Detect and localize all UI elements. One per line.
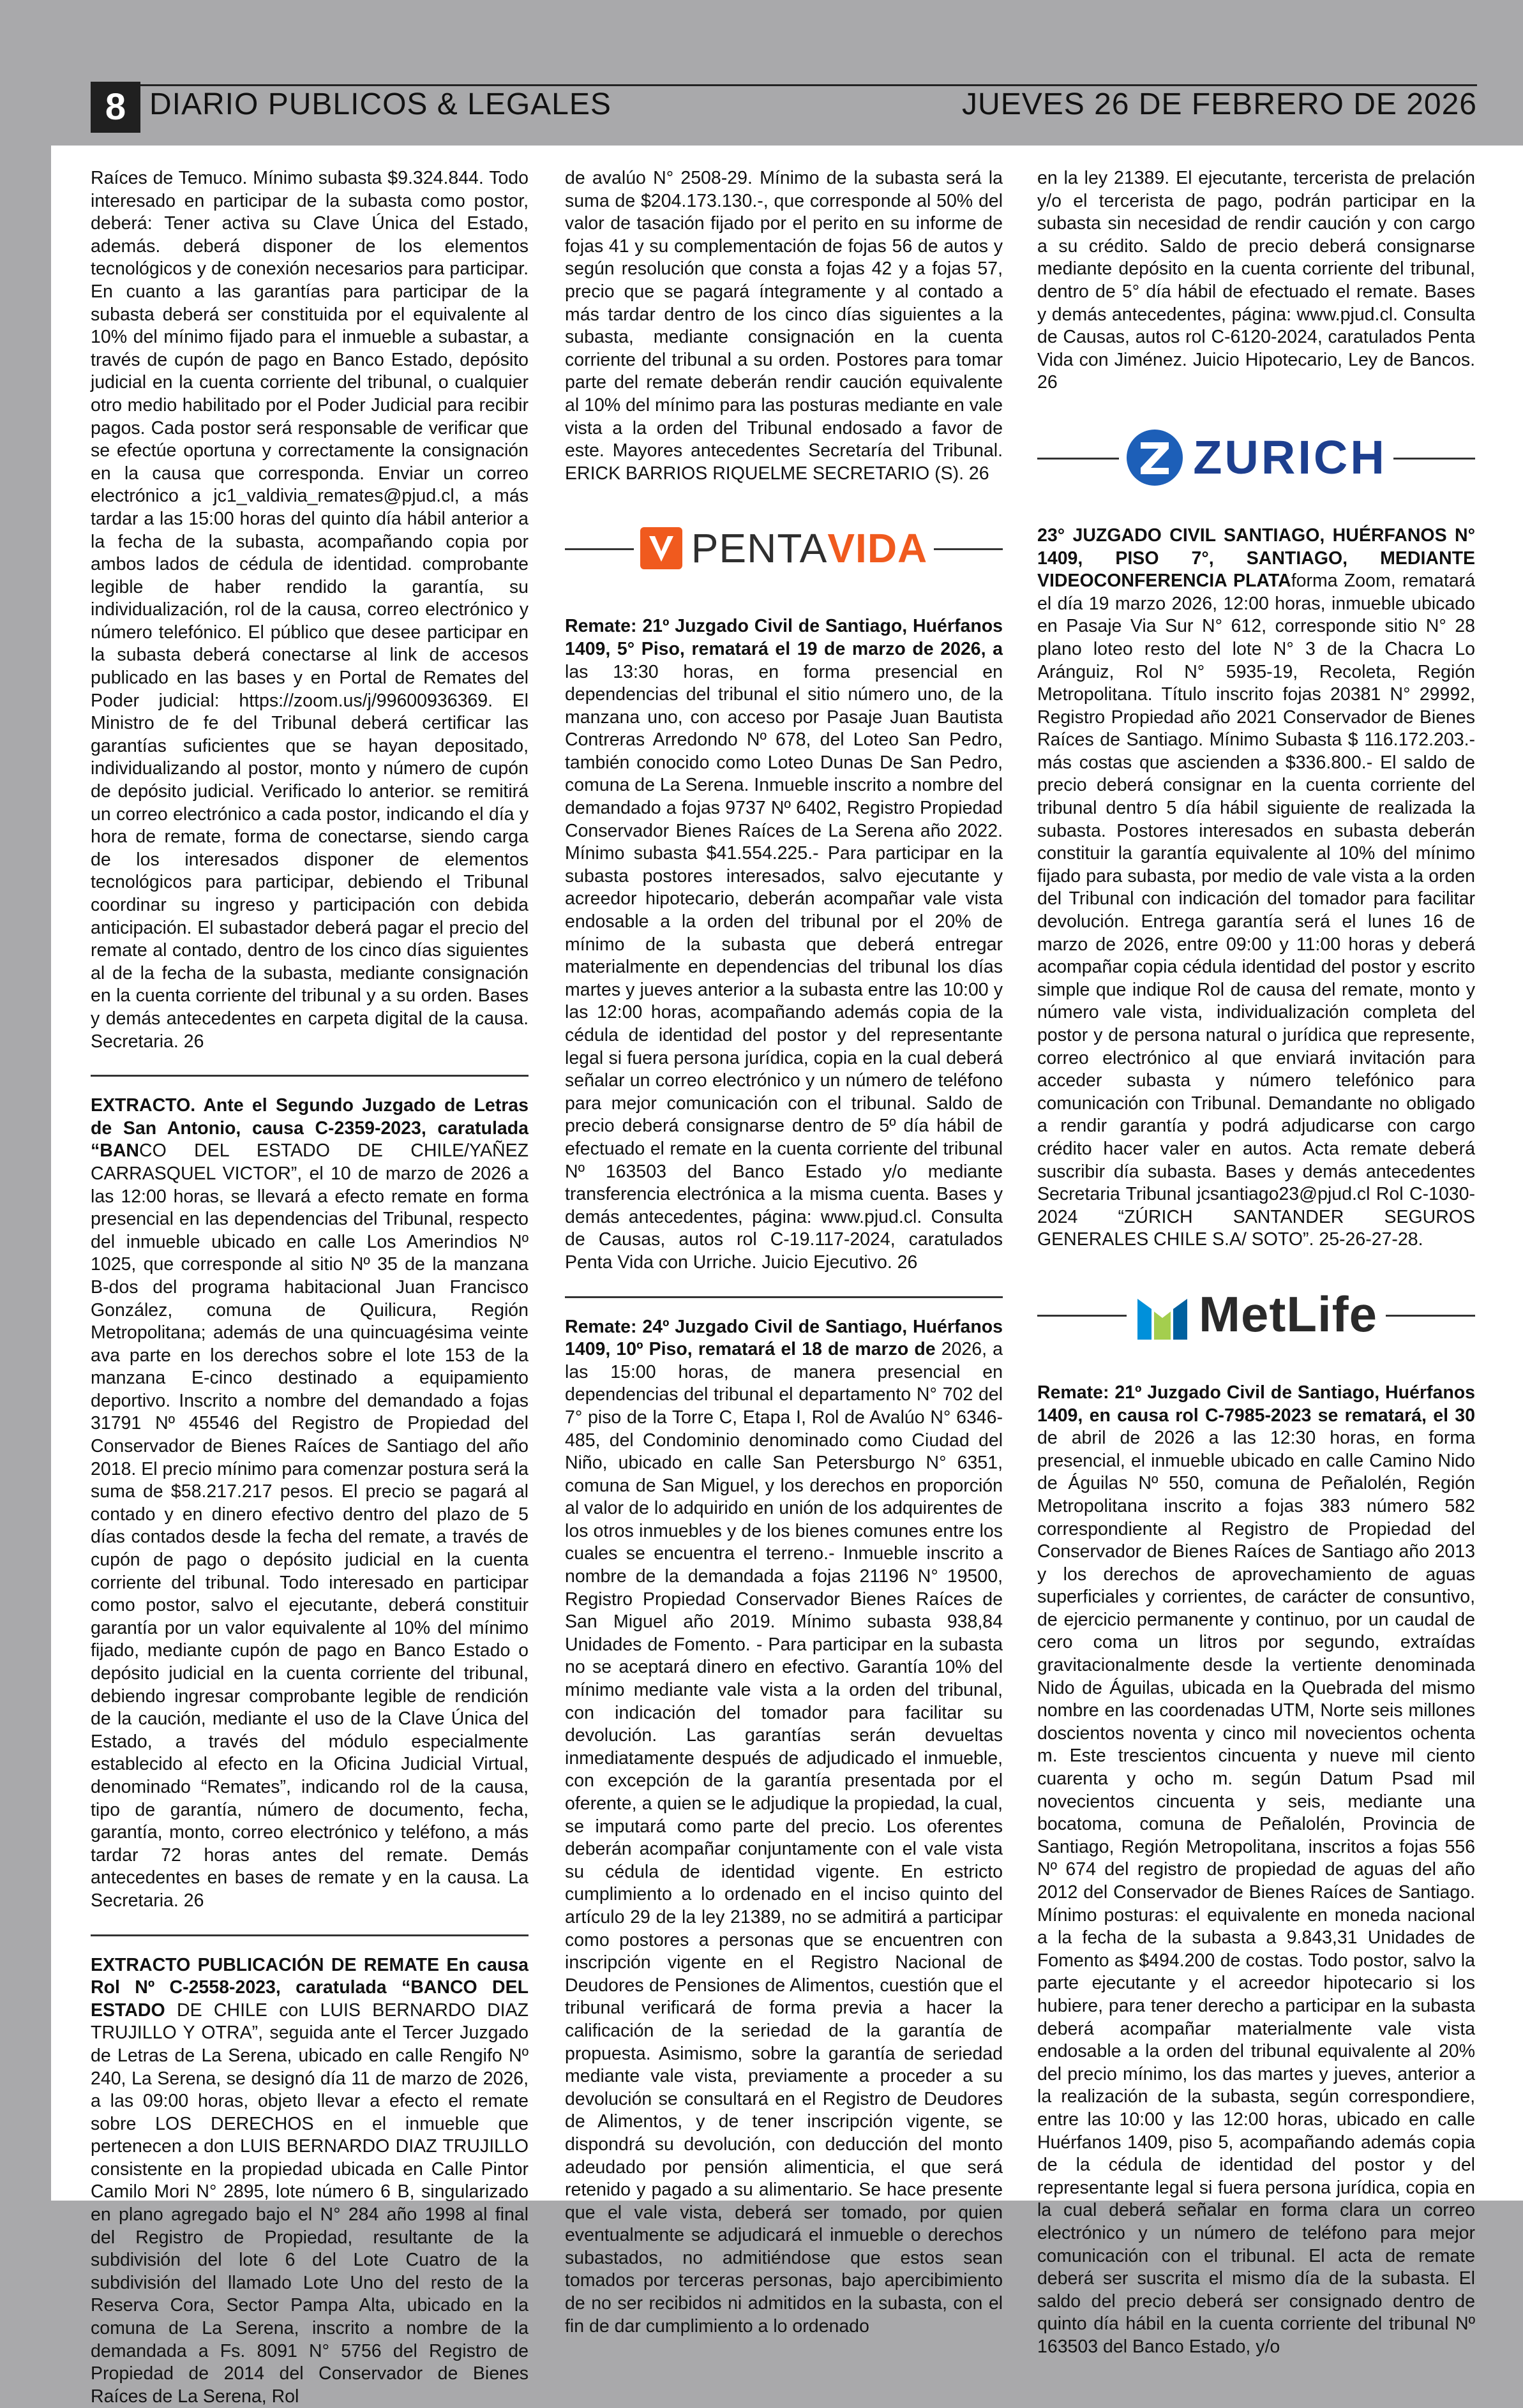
notice-remate-21-juzgado (565, 615, 1003, 1274)
notice-continuation-la-serena (565, 167, 1003, 485)
logo-rule-right (1386, 458, 1475, 460)
notice-extracto-la-serena (91, 1954, 529, 2408)
notice-heading: 23° JUZGADO CIVIL SANTIAGO, HUÉRFANOS N° 1409, PISO 7°, SANTIAGO, MEDIANTE VIDEOCONFERENCIA PLATA (1037, 525, 1475, 592)
notice-23-juzgado (1037, 525, 1475, 1252)
notice-text: CO DEL ESTADO DE CHILE/YAÑEZ CARRASQUEL VICTOR”, el 10 de marzo de 2026 a las 12:00 horas, se llevará a efecto remate en forma presencial en las dependencias del Tribunal, respecto del inmueble ubicado en calle Los Amerindios Nº 1025, que corresponde al sitio Nº 35 de la manzana B-dos del programa habitacional Juan Francisco González, comuna de Quilicura, Región Metropolitana; además de una quincuagésima veinte ava parte en los derechos sobre el lote 153 de la manzana E-cinco destinado a equipamiento deportivo. Inscrito a nombre del demandado a fojas 31791 Nº 45546 del Registro de Propiedad del Conservador de Bienes Raíces de Santiago del año 2018. El precio mínimo para comenzar postura será la suma de $58.217.217 pesos. El precio se pagará al contado y en dinero efectivo dentro del plazo de 5 días contados desde la fecha del remate, a través de cupón de pago o depósito judicial en la cuenta corriente del tribunal. Todo interesado en participar como postor, salvo el ejecutante, deberá constituir garantía por un valor equivalente al 10% del mínimo fijado, mediante cupón de pago en Banco Estado o depósito judicial en la cuenta corriente del tribunal, debiendo ingresar comprobante legible de rendición de la caución, mediante el uso de la Clave Única del Estado, a través del módulo especialmente establecido al efecto en la Oficina Judicial Virtual, denominado “Remates”, indicando rol de la causa, tipo de garantía, número de documento, fecha, garantía, monto, correo electrónico y teléfono, a más tardar 72 horas antes del remate. Demás antecedentes en bases de remate y en la causa. La Secretaria. 26 (91, 1140, 529, 1911)
column-1 (91, 167, 529, 2407)
notice-remate-24-juzgado (565, 1316, 1003, 2338)
notice-heading: Remate: 24º Juzgado Civil de Santiago, Huérfanos 1409, 10º Piso, rematará el 18 de marzo de (565, 1316, 1003, 1360)
pentavida-word-1: PENTA (691, 525, 828, 571)
metlife-logo (1037, 1273, 1475, 1356)
zurich-z-icon (1125, 428, 1184, 487)
separator (565, 1296, 1003, 1298)
pentavida-logo (565, 507, 1003, 590)
notice-remate-temuco (91, 167, 529, 1053)
notice-text: en la ley 21389. El ejecutante, tercerista de prelación y/o el tercerista de pago, podrán participar en la subasta sin necesidad de rendir caución y con cargo a su crédito. Saldo de precio deberá consignarse mediante depósito en la cuenta corriente del tribunal, dentro de 5° día hábil de efectuado el remate. Bases y demás antecedentes, página: www.pjud.cl. Consulta de Causas, autos rol C-6120-2024, caratulados Penta Vida con Jiménez. Juicio Hipotecario, Ley de Bancos. 26 (1037, 168, 1475, 393)
publication-name: DIARIO PUBLICOS & LEGALES (149, 87, 611, 121)
column-3 (1037, 167, 1476, 2357)
logo-rule-left (1037, 1315, 1127, 1317)
notice-text: de abril de 2026 a las 12:30 horas, en forma presencial, el inmueble ubicado en calle Camino Nido de Águilas Nº 550, comuna de Peñalolén, Región Metropolitana inscrito a fojas 383 número 582 correspondiente al Registro de Propiedad del Conservador de Bienes Raíces de Santiago año 2013 y los derechos de aprovechamiento de aguas superficiales y corrientes, de carácter de consuntivo, de ejercicio permanente y continuo, por un caudal de cero coma un litros por segundo, extraídas gravitacionalmente desde la vertiente denominada Nido de Águilas, ubicada en la Quebrada del mismo nombre en las coordenadas UTM, Norte seis millones doscientos noventa y cinco mil novecientos ochenta m. Este trescientos cincuenta y nueve mil ciento cuarenta y ocho m. según Datum Psad mil novecientos cincuenta y seis, mediante una bocatoma, comuna de Peñalolén, Provincia de Santiago, Región Metropolitana, inscritos a fojas 556 Nº 674 del registro de propiedad de aguas del año 2012 del Conservador de Bienes Raíces de Santiago. Mínimo posturas: el equivalente en moneda nacional a la fecha de la subasta a 9.843,31 Unidades de Fomento as $494.200 de costas. Todo postor, salvo la parte ejecutante y el acreedor hipotecario si los hubiere, para tener derecho a participar en la subasta deberá acompañar materialmente vale vista endosable a la orden del tribunal equivalente al 20% del precio mínimo, los das martes y jueves, anterior a la realización de la subasta, según correspondiere, entre las 10:00 y las 12:00 horas, ubicado en calle Huérfanos 1409, piso 5, acompañando además copia de la cédula de identidad del postor y del representante legal si fuera persona jurídica, copia en la cual deberá señalar en forma clara un correo electrónico y un número de teléfono para mejor comunicación con el tribunal. El acta de remate deberá ser suscrita el mismo día de la subasta. El saldo del precio deberá ser consignado dentro de quinto día hábil en la cuenta corriente del tribunal Nº 163503 del Banco Estado, y/o (1037, 1428, 1475, 2357)
pentavida-word-2: VIDA (827, 525, 928, 571)
publication-date: JUEVES 26 DE FEBRERO DE 2026 (962, 87, 1477, 121)
notice-text: las 13:30 horas, en forma presencial en dependencias del tribunal el sitio número uno, de la manzana uno, con acceso por Pasaje Juan Bautista Contreras Arredondo Nº 678, del Loteo San Pedro, también conocido como Loteo Dunas De San Pedro, comuna de La Serena. Inmueble inscrito a nombre del demandado a fojas 9737 Nº 6402, Registro Propiedad Conservador Bienes Raíces de La Serena año 2022. Mínimo subasta $41.554.225.- Para participar en la subasta postores interesados, salvo ejecutante y acreedor hipotecario, deberán acompañar vale vista endosable a la orden del tribunal por el 20% de mínimo de la subasta que deberá entregar materialmente en dependencias del tribunal los días martes y jueves anterior a la subasta entre las 10:00 y las 12:00 horas, acompañando además copia de la cédula de identidad del postor y del representante legal si fuera persona jurídica, copia en la cual deberá señalar un correo electrónico y un número de teléfono para mejor comunicación con el tribunal. Saldo de precio deberá consignarse dentro de 5º día hábil de efectuado el remate en la cuenta corriente del tribunal Nº 163503 del Banco Estado y/o mediante transferencia electrónica a la misma cuenta. Bases y demás antecedentes, página: www.pjud.cl. Consulta de Causas, autos rol C-19.117-2024, caratulados Penta Vida con Urriche. Juicio Ejecutivo. 26 (565, 661, 1003, 1273)
page-number: 8 (91, 82, 140, 133)
zurich-logo (1037, 416, 1475, 499)
logo-rule-right (1386, 1315, 1475, 1317)
notice-extracto-san-antonio (91, 1095, 529, 1912)
header-rule (91, 84, 1477, 86)
notice-heading: Remate: 21º Juzgado Civil de Santiago, Huérfanos 1409, 5° Piso, rematará el 19 de marzo de 2026, a (565, 616, 1003, 659)
separator (91, 1075, 529, 1077)
logo-rule-left (1037, 458, 1127, 460)
header-bar (0, 0, 1523, 146)
notice-text: Raíces de Temuco. Mínimo subasta $9.324.844. Todo interesado en participar de la subasta como postor, deberá: Tener activa su Clave Única del Estado, además. deberá disponer de los elementos tecnológicos y de conexión necesarios para participar. En cuanto a las garantías para participar de la subasta deberá ser constituida por el equivalente al 10% del mínimo fijado para el inmueble a subastar, a través de cupón de pago en Banco Estado, depósito judicial en la cuenta corriente del tribunal, o cualquier otro medio habilitado por el Poder Judicial para recibir pagos. Cada postor será responsable de verificar que se efectúe oportuna y correctamente la consignación en la causa que corresponda. Enviar un correo electrónico a jc1_valdivia_remates@pjud.cl, a más tardar a las 15:00 horas del quinto día hábil anterior a la fecha de la subasta, acompañando copia por ambos lados de cédula de identidad. comprobante legible de haber rendido la garantía, su individualización, rol de la causa, correo electrónico y número telefónico. El público que desee participar en la subasta deberá conectarse al link de accesos publicado en las bases y en Portal de Remates del Poder judicial: https://zoom.us/j/99600936369. El Ministro de fe del Tribunal deberá certificar las garantías suficientes que se hayan depositado, individualizando al postor, monto y número de cupón de depósito judicial. Verificado lo anterior. se remitirá un correo electrónico a cada postor, indicando el día y hora de remate, forma de conectarse, siendo carga de los interesados disponer de elementos tecnológicos para participar, debiendo el Tribunal coordinar su ingreso y participación con debida anticipación. El subastador deberá pagar el precio del remate al contado, dentro de los cinco días siguientes al de la fecha de la subasta, mediante consignación en la cuenta corriente del tribunal y a su orden. Bases y demás antecedentes en carpeta digital de la causa. Secretaria. 26 (91, 168, 529, 1052)
notice-heading: Remate: 21º Juzgado Civil de Santiago, Huérfanos 1409, en causa rol C-7985-2023 se rematará, el 30 (1037, 1382, 1475, 1426)
notice-continuation-penta-vida (1037, 167, 1475, 394)
separator (91, 1934, 529, 1936)
pentavida-v-icon (640, 527, 682, 569)
column-2 (565, 167, 1003, 2337)
zurich-word: ZURICH (1193, 431, 1387, 484)
notice-text: de avalúo N° 2508-29. Mínimo de la subasta será la suma de $204.173.130.-, que corresponde al 50% del valor de tasación fijado por el perito en su informe de fojas 41 y su complementación de fojas 56 de autos y según resolución que consta a fojas 42 y a fojas 57, precio que se pagará íntegramente y al contado a más tardar dentro de los cinco días siguientes a la subasta, mediante consignación en la cuenta corriente del tribunal a su orden. Postores para tomar parte del remate deberán rendir caución equivalente al 10% del mínimo para las posturas mediante en vale vista a la orden del Tribunal endosado a favor de este. Mayores antecedentes Secretaría del Tribunal. ERICK BARRIOS RIQUELME SECRETARIO (S). 26 (565, 168, 1003, 484)
notice-heading: EXTRACTO. Ante el Segundo Juzgado de Letras de San Antonio, causa C-2359-2023, caratulada “BAN (91, 1095, 529, 1162)
metlife-m-icon (1135, 1286, 1190, 1343)
notice-heading: EXTRACTO PUBLICACIÓN DE REMATE En causa Rol Nº C-2558-2023, caratulada “BANCO DEL ESTADO (91, 1954, 529, 2021)
notice-text: 2026, a las 15:00 horas, de manera presencial en dependencias del tribunal el departamento N° 702 del 7° piso de la Torre C, Etapa I, Rol de Avalúo N° 6346-485, del Condominio denominado como Ciudad del Niño, ubicado en calle San Petersburgo N° 6351, comuna de San Miguel, y los derechos en proporción al valor de lo adquirido en unión de los adquirentes de los otros inmuebles y de los bienes comunes entre los cuales se encuentra el terreno.- Inmueble inscrito a nombre de la demandada a fojas 21196 N° 19500, Registro Propiedad Conservador Bienes Raíces de San Miguel año 2019. Mínimo subasta 938,84 Unidades de Fomento. - Para participar en la subasta no se aceptará dinero en efectivo. Garantía 10% del mínimo mediante vale vista a la orden del tribunal, con indicación del tomador para facilitar su devolución. Las garantías serán devueltas inmediatamente después de adjudicado el inmueble, con excepción de la garantía presentada por el oferente, a quien se le adjudique la propiedad, la cual, se imputará como parte del precio. Los oferentes deberán acompañar conjuntamente con el vale vista su cédula de identidad vigente. En estricto cumplimiento a lo ordenado en el inciso quinto del artículo 29 de la ley 21389, no se admitirá a participar como postores a personas que se encuentren con inscripción vigente en el Registro Nacional de Deudores de Pensiones de Alimentos, cuestión que el tribunal verificará de forma previa a hacer la calificación de la seriedad de la garantía de propuesta. Asimismo, sobre la garantía de seriedad mediante vale vista, previamente a proceder a su devolución se consultará en el Registro de Deudores de Alimentos, y de tener inscripción vigente, se dispondrá su devolución, con deducción del monto adeudado por pensión alimenticia, el que será retenido y pagado a su alimentario. Se hace presente que el vale vista, deberá ser tomado, por quien eventualmente se adjudicará el inmueble o derechos subastados, no admitiéndose que estos sean tomados por terceras personas, bajo apercibimiento de no ser recibidos ni admitidos en la subasta, con el fin de dar cumplimiento a lo ordenado (565, 1339, 1003, 2337)
notice-text: forma Zoom, rematará el día 19 marzo 2026, 12:00 horas, inmueble ubicado en Pasaje Via Sur N° 612, corresponde sitio N° 28 plano loteo resto del lote N° 3 de la Chacra Lo Aránguiz, Rol N° 5935-19, Recoleta, Región Metropolitana. Título inscrito fojas 20381 N° 29992, Registro Propiedad año 2021 Conservador de Bienes Raíces de Santiago. Mínimo Subasta $ 116.172.203.- más costas que ascienden a $336.800.- El saldo de precio deberá consignar en la cuenta corriente del tribunal dentro 5 día hábil siguiente de realizada la subasta. Postores interesados en subasta deberán constituir la garantía equivalente al 10% del mínimo fijado para subasta, por medio de vale vista a la orden del Tribunal con indicación del tomador para facilitar devolución. Entrega garantía será el lunes 16 de marzo de 2026, entre 09:00 y 11:00 horas y deberá acompañar copia cédula identidad del postor y escrito simple que indique Rol de causa del remate, monto y número vale vista, individualización completa del postor y de persona natural o jurídica que represente, correo electrónico al que enviará invitación para acceder subasta y número telefónico para comunicación con Tribunal. Demandante no obligado a rendir garantía y podrá adjudicarse con cargo crédito hacer valer en autos. Acta remate deberá suscribir día subasta. Bases y demás antecedentes Secretaria Tribunal jcsantiago23@pjud.cl Rol C-1030-2024 “ZÚRICH SANTANDER SEGUROS GENERALES CHILE S.A/ SOTO”. 25-26-27-28. (1037, 571, 1476, 1250)
notice-remate-21-juzgado-penalolen (1037, 1382, 1475, 2359)
metlife-word: MetLife (1199, 1286, 1377, 1343)
notice-text: DE CHILE con LUIS BERNARDO DIAZ TRUJILLO Y OTRA”, seguida ante el Tercer Juzgado de Letras de La Serena, ubicado en calle Rengifo Nº 240, La Serena, se designó día 11 de marzo de 2026, a las 09:00 horas, objeto llevar a efecto el remate sobre LOS DERECHOS en el inmueble que pertenecen a don LUIS BERNARDO DIAZ TRUJILLO consistente en la propiedad ubicada en Calle Pintor Camilo Mori N° 2895, lote número 6 B, singularizado en plano agregado bajo el N° 284 año 1998 al final del Registro de Propiedad, resultante de la subdivisión del lote 6 del Lote Cuatro de la subdivisión del llamado Lote Uno del resto de la Reserva Cora, Sector Pampa Alta, ubicado en la comuna de La Serena, inscrito a nombre de la demandada a Fs. 8091 N° 5756 del Registro de Propiedad de 2014 del Conservador de Bienes Raíces de La Serena, Rol (91, 2000, 529, 2407)
